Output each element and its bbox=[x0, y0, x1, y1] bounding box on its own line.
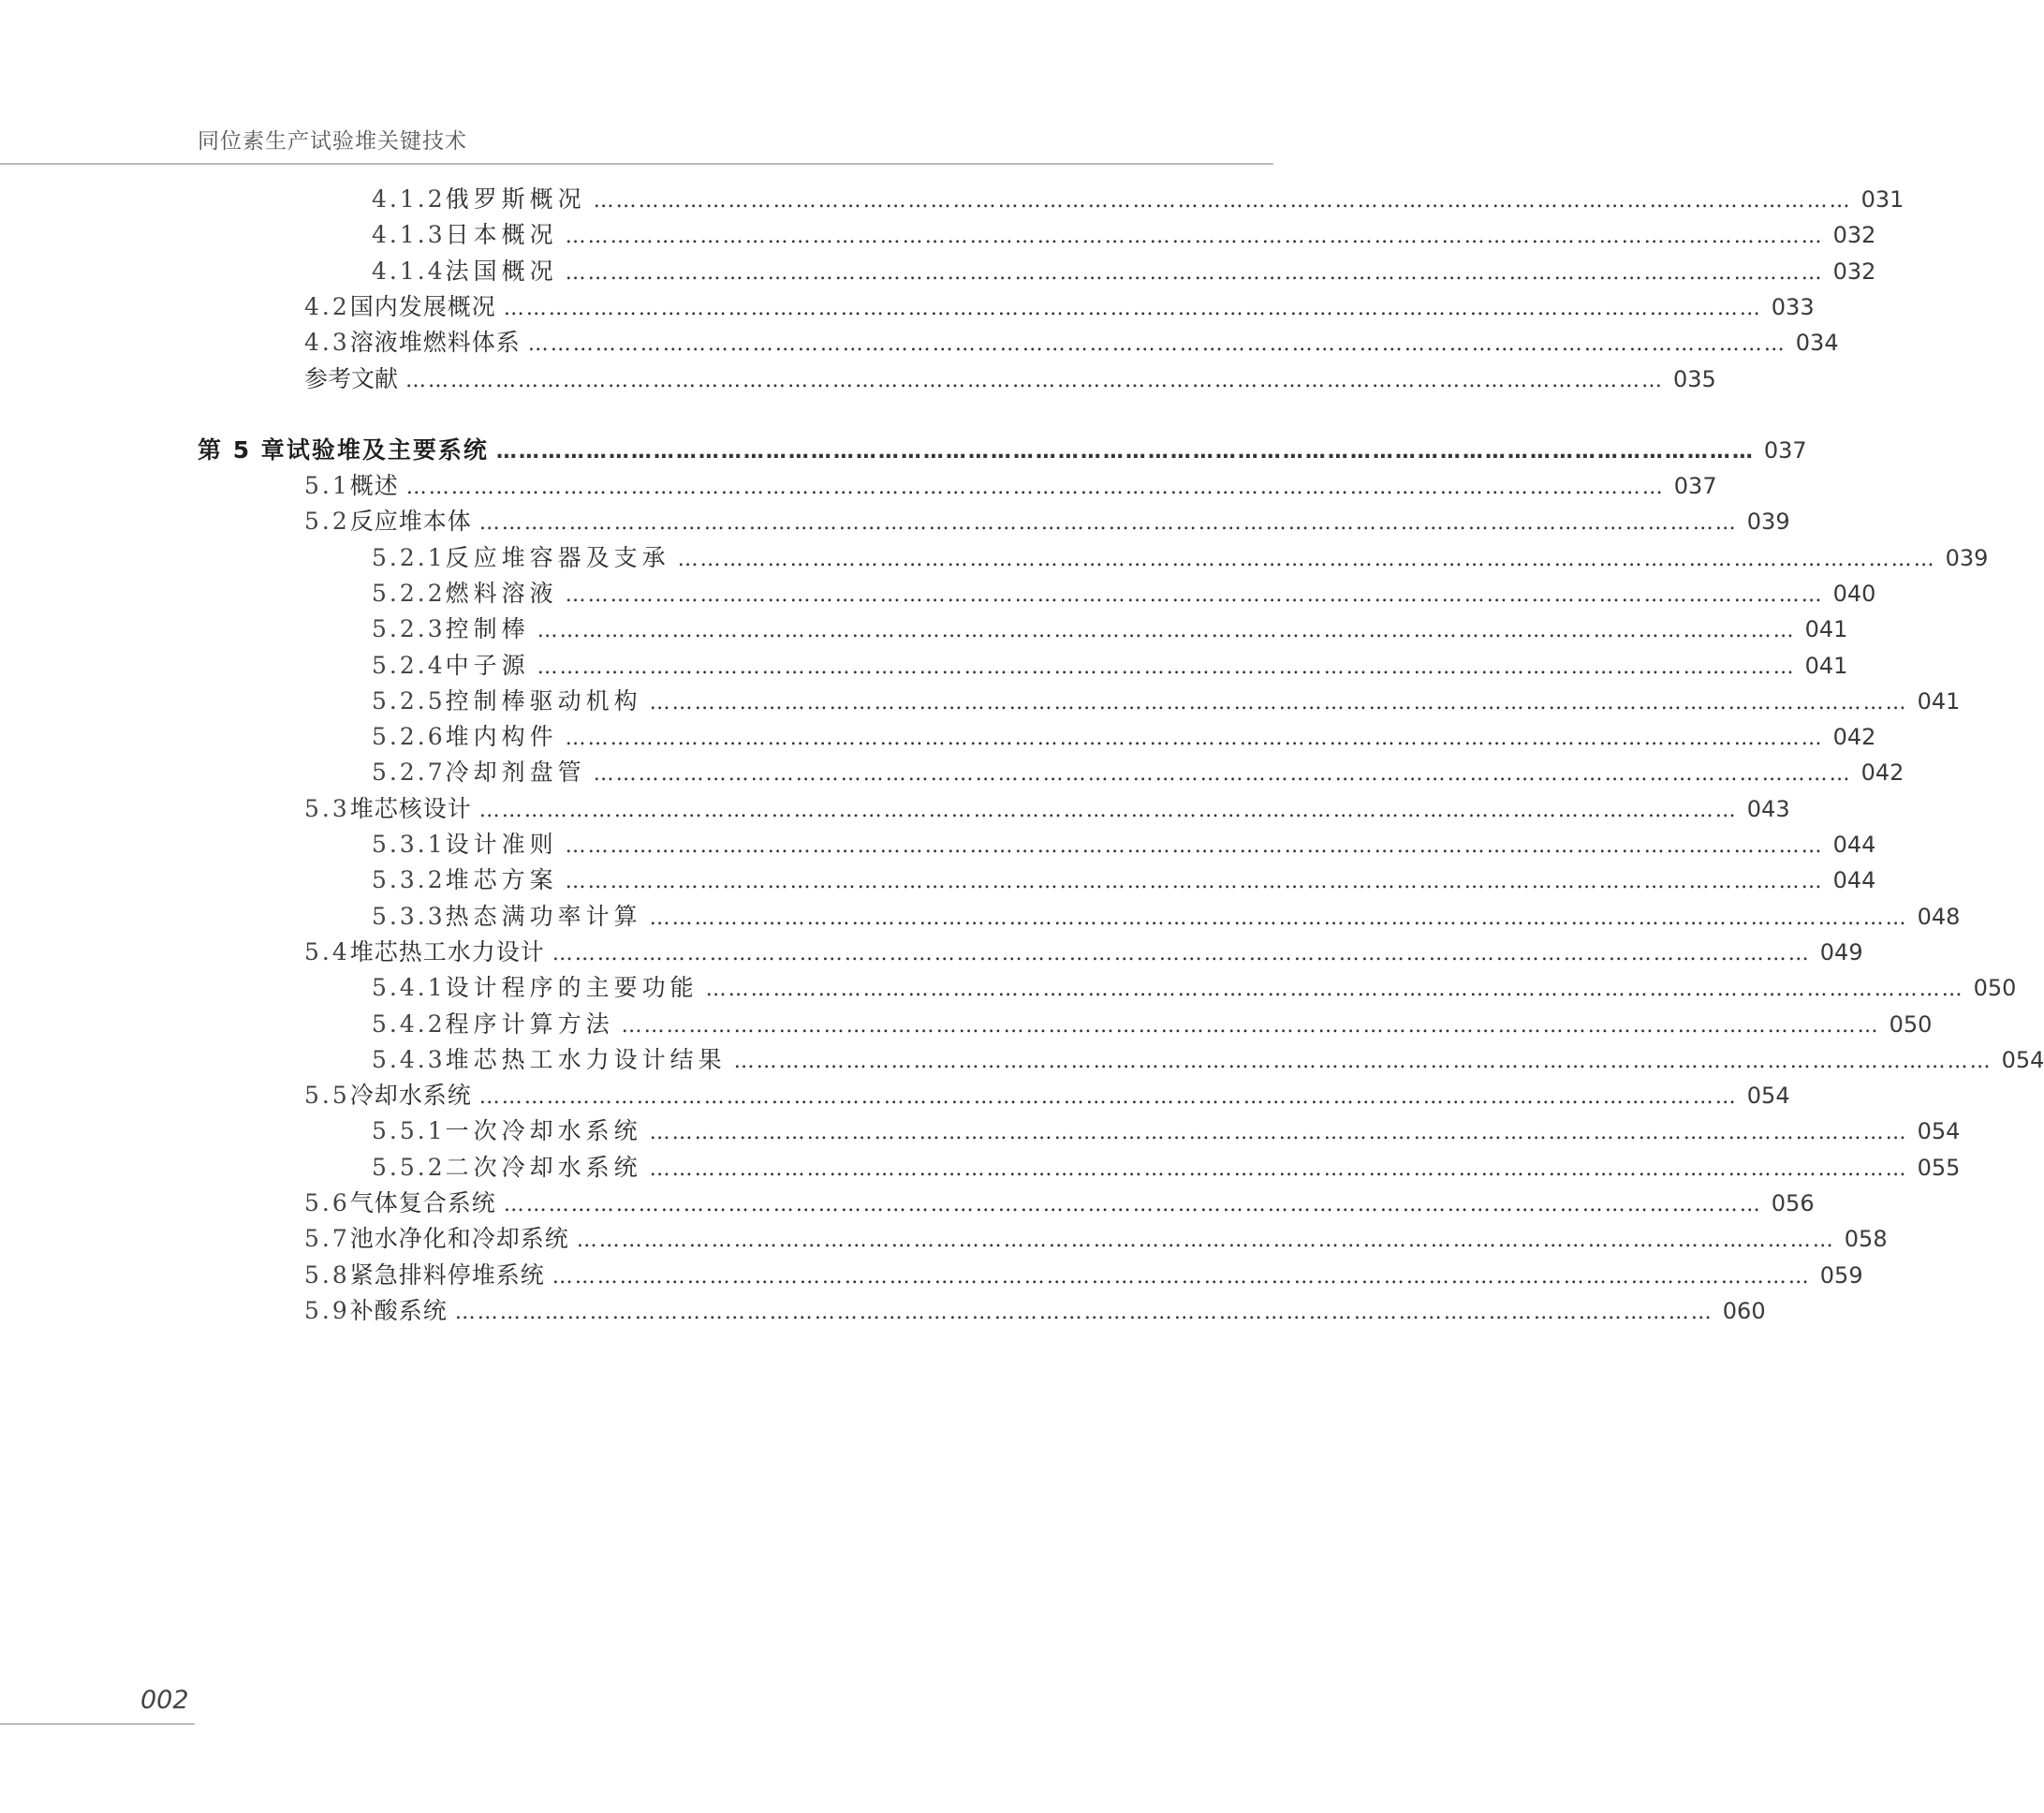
toc-entry-page: 050 bbox=[1889, 1011, 1933, 1038]
toc-entry-page: 032 bbox=[1832, 222, 1876, 248]
toc-entry[interactable] bbox=[372, 969, 2017, 1007]
toc-entry-number: 5.3.1 bbox=[372, 831, 446, 858]
toc-entry-title: 堆芯方案 bbox=[445, 866, 558, 893]
toc-entry-title: 日本概况 bbox=[445, 221, 558, 248]
toc-entry[interactable] bbox=[304, 467, 1717, 505]
toc-entry-page: 054 bbox=[2001, 1047, 2044, 1073]
toc-entry-number: 5.8 bbox=[304, 1261, 350, 1289]
toc-entry-title: 热态满功率计算 bbox=[445, 903, 642, 930]
toc-entry-page: 032 bbox=[1832, 258, 1876, 285]
toc-chapter-entry[interactable] bbox=[198, 432, 1807, 469]
toc-dot-leader: …………………………………………………………………………………………………………………………………………………… bbox=[576, 1229, 1835, 1252]
toc-entry[interactable] bbox=[304, 288, 1815, 326]
toc-entry-number: 5.3.2 bbox=[372, 866, 446, 893]
toc-entry-page: 050 bbox=[1973, 975, 2017, 1001]
toc-dot-leader: …………………………………………………………………………………………………………………………………………………… bbox=[495, 440, 1755, 464]
toc-entry[interactable] bbox=[372, 575, 1876, 612]
toc-dot-leader: …………………………………………………………………………………………………………………………………………………… bbox=[705, 978, 1964, 1001]
toc-entry[interactable] bbox=[372, 1113, 1961, 1150]
toc-entry-page: 034 bbox=[1795, 330, 1839, 356]
toc-entry-title: 设计程序的主要功能 bbox=[445, 974, 698, 1001]
toc-entry-title: 参考文献 bbox=[304, 365, 399, 392]
toc-entry[interactable] bbox=[372, 253, 1876, 290]
toc-dot-leader: …………………………………………………………………………………………………………………………………………………… bbox=[565, 727, 1824, 750]
toc-entry[interactable] bbox=[372, 754, 1904, 791]
toc-entry-title: 堆芯核设计 bbox=[349, 795, 472, 822]
toc-dot-leader: …………………………………………………………………………………………………………………………………………………… bbox=[478, 799, 1738, 822]
toc-entry-page: 048 bbox=[1917, 904, 1961, 930]
toc-entry-number: 5.2.7 bbox=[372, 759, 446, 786]
toc-entry-title: 气体复合系统 bbox=[349, 1189, 496, 1216]
toc-entry[interactable] bbox=[372, 862, 1876, 899]
toc-entry-page: 041 bbox=[1804, 653, 1848, 679]
toc-dot-leader: …………………………………………………………………………………………………………………………………………………… bbox=[478, 511, 1738, 535]
toc-entry[interactable] bbox=[304, 503, 1790, 540]
toc-entry-page: 058 bbox=[1844, 1226, 1888, 1252]
toc-entry-title: 反应堆容器及支承 bbox=[445, 544, 670, 571]
toc-dot-leader: …………………………………………………………………………………………………………………………………………………… bbox=[503, 297, 1762, 320]
toc-entry[interactable] bbox=[372, 539, 1989, 577]
toc-entry-number: 5.4.2 bbox=[372, 1010, 446, 1038]
toc-entry-title: 中子源 bbox=[445, 652, 530, 679]
toc-entry-page: 044 bbox=[1832, 832, 1876, 858]
toc-dot-leader: …………………………………………………………………………………………………………………………………………………… bbox=[677, 548, 1936, 571]
toc-entry-number: 5.4 bbox=[304, 938, 350, 965]
toc-entry-title: 燃料溶液 bbox=[445, 580, 558, 607]
toc-entry-title: 溶液堆燃料体系 bbox=[349, 329, 521, 356]
toc-entry[interactable] bbox=[372, 718, 1876, 756]
toc-entry[interactable] bbox=[372, 826, 1876, 863]
toc-dot-leader: …………………………………………………………………………………………………………………………………………………… bbox=[593, 762, 1852, 786]
toc-entry-title: 二次冷却水系统 bbox=[445, 1154, 642, 1181]
toc-dot-leader: …………………………………………………………………………………………………………………………………………………… bbox=[593, 189, 1852, 213]
toc-entry-page: 043 bbox=[1746, 796, 1790, 822]
toc-entry-title: 紧急排料停堆系统 bbox=[349, 1261, 545, 1289]
toc-entry-page: 031 bbox=[1860, 186, 1904, 213]
toc-dot-leader: …………………………………………………………………………………………………………………………………………………… bbox=[565, 870, 1824, 893]
toc-entry[interactable] bbox=[372, 181, 1904, 218]
toc-dot-leader: …………………………………………………………………………………………………………………………………………………… bbox=[454, 1301, 1713, 1324]
toc-entry-title: 设计准则 bbox=[445, 831, 558, 858]
toc-entry-page: 056 bbox=[1771, 1190, 1815, 1216]
toc-entry[interactable] bbox=[304, 361, 1716, 398]
toc-entry-number: 4.1.4 bbox=[372, 258, 446, 285]
toc-entry-page: 054 bbox=[1917, 1118, 1961, 1144]
toc-entry-page: 041 bbox=[1917, 688, 1961, 715]
toc-entry-page: 040 bbox=[1832, 581, 1876, 607]
toc-entry[interactable] bbox=[372, 1149, 1961, 1187]
toc-entry-number: 5.4.1 bbox=[372, 974, 446, 1001]
toc-entry-number: 5.1 bbox=[304, 472, 350, 499]
toc-entry-number: 5.5.2 bbox=[372, 1154, 446, 1181]
toc-entry-title: 一次冷却水系统 bbox=[445, 1117, 642, 1144]
toc-entry[interactable] bbox=[304, 1220, 1888, 1258]
toc-entry[interactable] bbox=[304, 1257, 1863, 1294]
toc-entry-number: 5.9 bbox=[304, 1297, 350, 1324]
toc-entry-number: 5.2 bbox=[304, 508, 350, 535]
toc-entry-page: 044 bbox=[1832, 867, 1876, 893]
toc-dot-leader: …………………………………………………………………………………………………………………………………………………… bbox=[565, 583, 1824, 607]
toc-dot-leader: …………………………………………………………………………………………………………………………………………………… bbox=[537, 619, 1796, 642]
toc-entry-number: 5.7 bbox=[304, 1225, 350, 1252]
toc-dot-leader: …………………………………………………………………………………………………………………………………………………… bbox=[649, 691, 1908, 715]
page-number: 002 bbox=[140, 1686, 189, 1715]
toc-entry-page: 054 bbox=[1746, 1083, 1790, 1109]
toc-entry-page: 041 bbox=[1804, 616, 1848, 642]
toc-entry-page: 035 bbox=[1673, 366, 1716, 392]
toc-entry-title: 冷却剂盘管 bbox=[445, 759, 586, 786]
toc-entry-title: 国内发展概况 bbox=[349, 293, 496, 320]
toc-entry-title: 补酸系统 bbox=[349, 1297, 448, 1324]
toc-entry-page: 037 bbox=[1673, 473, 1717, 499]
toc-entry-title: 程序计算方法 bbox=[445, 1010, 614, 1038]
toc-dot-leader: …………………………………………………………………………………………………………………………………………………… bbox=[649, 906, 1908, 930]
toc-entry-page: 033 bbox=[1771, 294, 1815, 320]
toc-entry[interactable] bbox=[372, 647, 1848, 685]
toc-entry-number: 5.2.4 bbox=[372, 652, 446, 679]
toc-entry[interactable] bbox=[304, 790, 1790, 828]
toc-entry-number: 4.1.3 bbox=[372, 221, 446, 248]
toc-entry-number: 4.2 bbox=[304, 293, 350, 320]
footer-divider bbox=[0, 1723, 195, 1725]
toc-entry[interactable] bbox=[372, 1041, 2044, 1079]
toc-entry-number: 5.5 bbox=[304, 1082, 350, 1109]
toc-entry-page: 042 bbox=[1860, 759, 1904, 786]
toc-dot-leader: …………………………………………………………………………………………………………………………………………………… bbox=[537, 656, 1796, 679]
toc-dot-leader: …………………………………………………………………………………………………………………………………………………… bbox=[551, 1265, 1811, 1289]
toc-entry-title: 堆芯热工水力设计 bbox=[349, 938, 545, 965]
toc-entry-number: 5.3.3 bbox=[372, 903, 446, 930]
toc-entry-title: 试验堆及主要系统 bbox=[286, 436, 489, 464]
toc-entry-number: 5.2.6 bbox=[372, 723, 446, 750]
toc-entry-title: 法国概况 bbox=[445, 258, 558, 285]
toc-entry[interactable] bbox=[372, 898, 1961, 936]
toc-dot-leader: …………………………………………………………………………………………………………………………………………………… bbox=[478, 1085, 1738, 1109]
toc-entry-number: 第 5 章 bbox=[198, 436, 287, 464]
toc-dot-leader: …………………………………………………………………………………………………………………………………………………… bbox=[551, 942, 1811, 965]
toc-entry[interactable] bbox=[372, 1006, 1933, 1043]
toc-dot-leader: …………………………………………………………………………………………………………………………………………………… bbox=[405, 476, 1665, 499]
toc-entry-page: 060 bbox=[1722, 1298, 1766, 1324]
toc-entry-page: 037 bbox=[1763, 437, 1807, 464]
toc-entry-number: 5.3 bbox=[304, 795, 350, 822]
toc-entry-page: 039 bbox=[1945, 545, 1989, 571]
toc-entry-number: 4.1.2 bbox=[372, 185, 446, 213]
toc-dot-leader: …………………………………………………………………………………………………………………………………………………… bbox=[565, 261, 1824, 285]
toc-entry-number: 4.3 bbox=[304, 329, 350, 356]
toc-entry-title: 概述 bbox=[349, 472, 399, 499]
toc-dot-leader: …………………………………………………………………………………………………………………………………………………… bbox=[565, 834, 1824, 858]
toc-dot-leader: …………………………………………………………………………………………………………………………………………………… bbox=[649, 1157, 1908, 1181]
toc-entry[interactable] bbox=[304, 1077, 1790, 1114]
toc-entry-title: 反应堆本体 bbox=[349, 508, 472, 535]
toc-entry-page: 055 bbox=[1917, 1155, 1961, 1181]
toc-dot-leader: …………………………………………………………………………………………………………………………………………………… bbox=[503, 1193, 1762, 1216]
toc-entry[interactable] bbox=[304, 324, 1839, 361]
toc-entry[interactable] bbox=[372, 216, 1876, 254]
toc-entry[interactable] bbox=[372, 683, 1961, 720]
toc-entry-number: 5.4.3 bbox=[372, 1046, 446, 1073]
toc-entry-title: 堆内构件 bbox=[445, 723, 558, 750]
toc-dot-leader: …………………………………………………………………………………………………………………………………………………… bbox=[621, 1014, 1880, 1038]
toc-entry-number: 5.6 bbox=[304, 1189, 350, 1216]
toc-dot-leader: …………………………………………………………………………………………………………………………………………………… bbox=[649, 1121, 1908, 1144]
toc-entry[interactable] bbox=[304, 1292, 1766, 1330]
toc-entry-page: 042 bbox=[1832, 724, 1876, 750]
toc-entry-title: 控制棒驱动机构 bbox=[445, 687, 642, 715]
toc-entry-page: 039 bbox=[1746, 509, 1790, 535]
toc-entry-page: 049 bbox=[1819, 939, 1863, 965]
toc-dot-leader: …………………………………………………………………………………………………………………………………………………… bbox=[527, 332, 1787, 356]
toc-entry-title: 池水净化和冷却系统 bbox=[349, 1225, 569, 1252]
toc-dot-leader: …………………………………………………………………………………………………………………………………………………… bbox=[733, 1050, 1993, 1073]
toc-dot-leader: …………………………………………………………………………………………………………………………………………………… bbox=[565, 225, 1824, 248]
toc-entry-number: 5.5.1 bbox=[372, 1117, 446, 1144]
toc-entry-page: 059 bbox=[1819, 1262, 1863, 1289]
toc-dot-leader: …………………………………………………………………………………………………………………………………………………… bbox=[405, 369, 1665, 392]
toc-entry[interactable] bbox=[304, 934, 1863, 971]
toc-entry-number: 5.2.2 bbox=[372, 580, 446, 607]
toc-entry-title: 堆芯热工水力设计结果 bbox=[445, 1046, 727, 1073]
toc-entry-title: 冷却水系统 bbox=[349, 1082, 472, 1109]
toc-entry-number: 5.2.1 bbox=[372, 544, 446, 571]
running-header-title: 同位素生产试验堆关键技术 bbox=[198, 129, 467, 154]
toc-entry-number: 5.2.3 bbox=[372, 615, 446, 642]
toc-entry-title: 俄罗斯概况 bbox=[445, 185, 586, 213]
toc-entry-title: 控制棒 bbox=[445, 615, 530, 642]
toc-entry[interactable] bbox=[372, 611, 1848, 648]
toc-entry-number: 5.2.5 bbox=[372, 687, 446, 715]
toc-entry[interactable] bbox=[304, 1185, 1815, 1222]
